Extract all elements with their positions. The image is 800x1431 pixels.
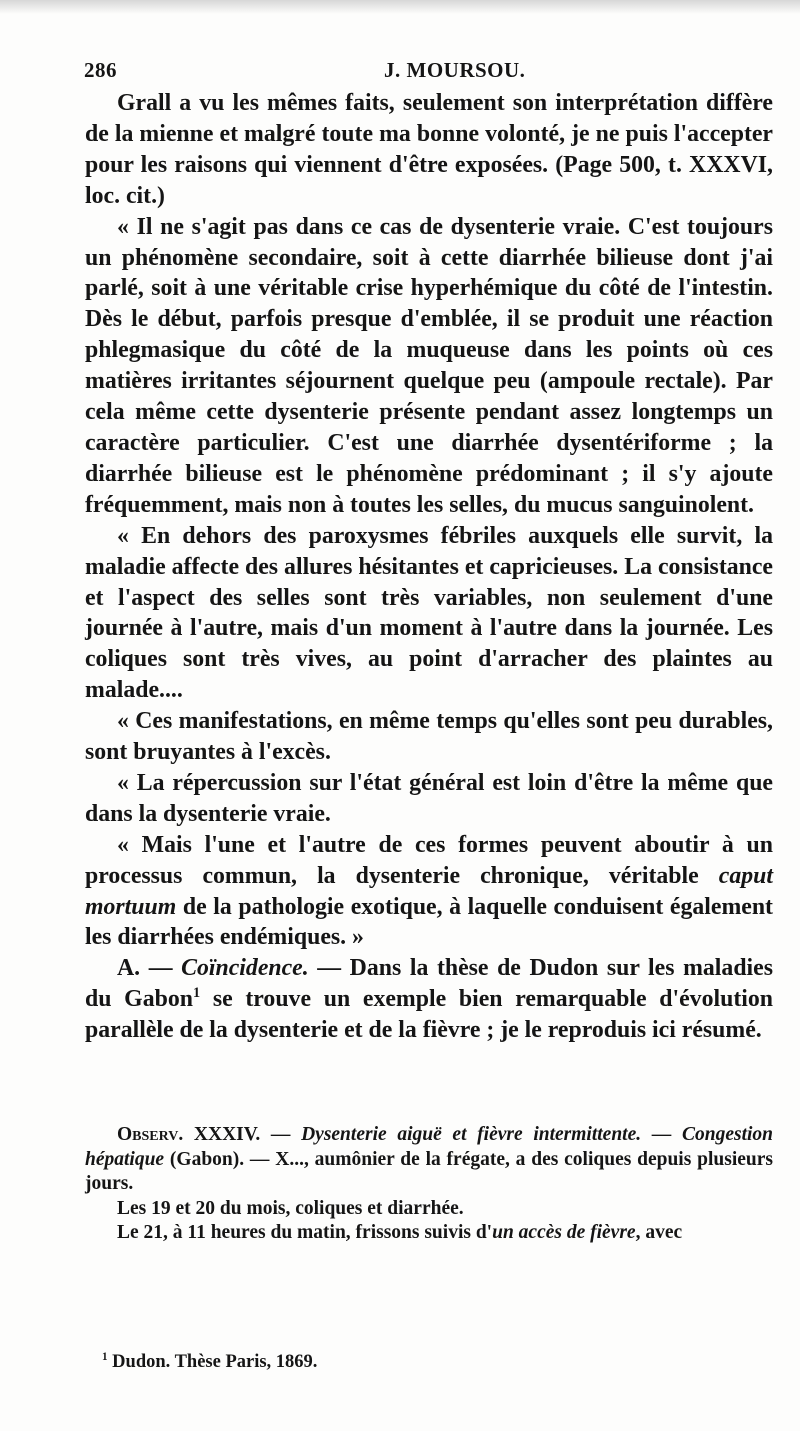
- observation-heading: [85, 1123, 773, 1197]
- paragraph-7-part-c: se trouve un exemple bien remarquable d'évolution parallèle de la dysenterie et de la fièvre ; je le reproduis ici résumé.: [85, 986, 773, 1044]
- main-text: [85, 88, 773, 1046]
- paragraph-7-italic: Coïncidence.: [181, 955, 309, 982]
- footnote-marker: 1: [102, 1350, 108, 1363]
- paragraph-6-italic: caput mortuum: [85, 862, 773, 920]
- observation-rest: (Gabon). — X..., aumônier de la frégate, a des coliques depuis plusieurs jours.: [85, 1148, 773, 1194]
- paragraph-6-part-a: « Mais l'une et l'autre de ces formes peuvent aboutir à un processus commun, la dysenterie chronique, véritable: [85, 831, 773, 889]
- paragraph-1: Grall a vu les mêmes faits, seulement son interprétation diffère de la mienne et malgré toute ma bonne volonté, je ne puis l'accepter pour les raisons qui viennent d'être exposées. (Page 500, t. XXXVI, loc. cit.): [85, 90, 773, 209]
- observation-title: Dysenterie aiguë et fièvre intermittente.: [301, 1124, 642, 1145]
- footnote-reference: 1: [192, 985, 201, 1002]
- observation-line-3-a: Le 21, à 11 heures du matin, frissons suivis d': [117, 1222, 493, 1243]
- observation-line-3-italic: un accès de fièvre: [492, 1222, 636, 1243]
- observation-label: Observ. XXXIV.: [117, 1124, 261, 1145]
- paragraph-6: [85, 830, 773, 954]
- paragraph-6-part-b: de la pathologie exotique, à laquelle conduisent également les diarrhées endémiques. »: [85, 893, 773, 951]
- page-header: [84, 58, 772, 86]
- paragraph-7: [85, 953, 773, 1046]
- paragraph-3: « En dehors des paroxysmes fébriles auxquels elle survit, la maladie affecte des allures hésitantes et capricieuses. La consistance et l'aspect des selles sont très variables, non seulement d'une journée à l'autre, mais d'un moment à l'autre dans la journée. Les coliques sont très vives, au point d'arracher des plaintes au malade....: [85, 522, 773, 704]
- paragraph-4: « Ces manifestations, en même temps qu'elles sont peu durables, sont bruyantes à l'excès.: [85, 708, 773, 766]
- observation-dash-1: —: [260, 1124, 302, 1145]
- paragraph-7-part-a: A. —: [117, 955, 182, 982]
- page-number: 286: [84, 58, 117, 82]
- footnote: [102, 1352, 772, 1373]
- paragraph-2: « Il ne s'agit pas dans ce cas de dysenterie vraie. C'est toujours un phénomène secondaire, soit à cette diarrhée bilieuse dont j'ai parlé, soit à une véritable crise hyperhémique du côté de l'intestin. Dès le début, parfois presque d'emblée, il se produit une réaction phlegmasique du côté de la muqueuse dans les points où ces matières irritantes séjournent quelque peu (ampoule rectale). Par cela même cette dysenterie présente pendant assez longtemps un caractère particulier. C'est une diarrhée dysentériforme ; la diarrhée bilieuse est le phénomène prédominant ; il s'y ajoute fréquemment, mais non à toutes les selles, du mucus sanguinolent.: [85, 213, 773, 518]
- footnote-text: Dudon. Thèse Paris, 1869.: [107, 1352, 318, 1372]
- observation-line-2: Les 19 et 20 du mois, coliques et diarrhée.: [117, 1197, 464, 1219]
- observation-dash-2: —: [641, 1124, 682, 1145]
- running-head: J. MOURSOU.: [384, 58, 526, 82]
- observation-line-3-b: , avec: [635, 1222, 683, 1243]
- observation-subtitle: Congestion hépatique: [85, 1124, 774, 1170]
- observation-block: [85, 1123, 773, 1246]
- page-edge-shadow: [0, 0, 800, 14]
- observation-line-3: [85, 1221, 773, 1246]
- paragraph-5: « La répercussion sur l'état général est loin d'être la même que dans la dysenterie vraie.: [85, 769, 773, 827]
- paragraph-7-part-b: — Dans la thèse de Dudon sur les maladies du Gabon: [85, 955, 773, 1013]
